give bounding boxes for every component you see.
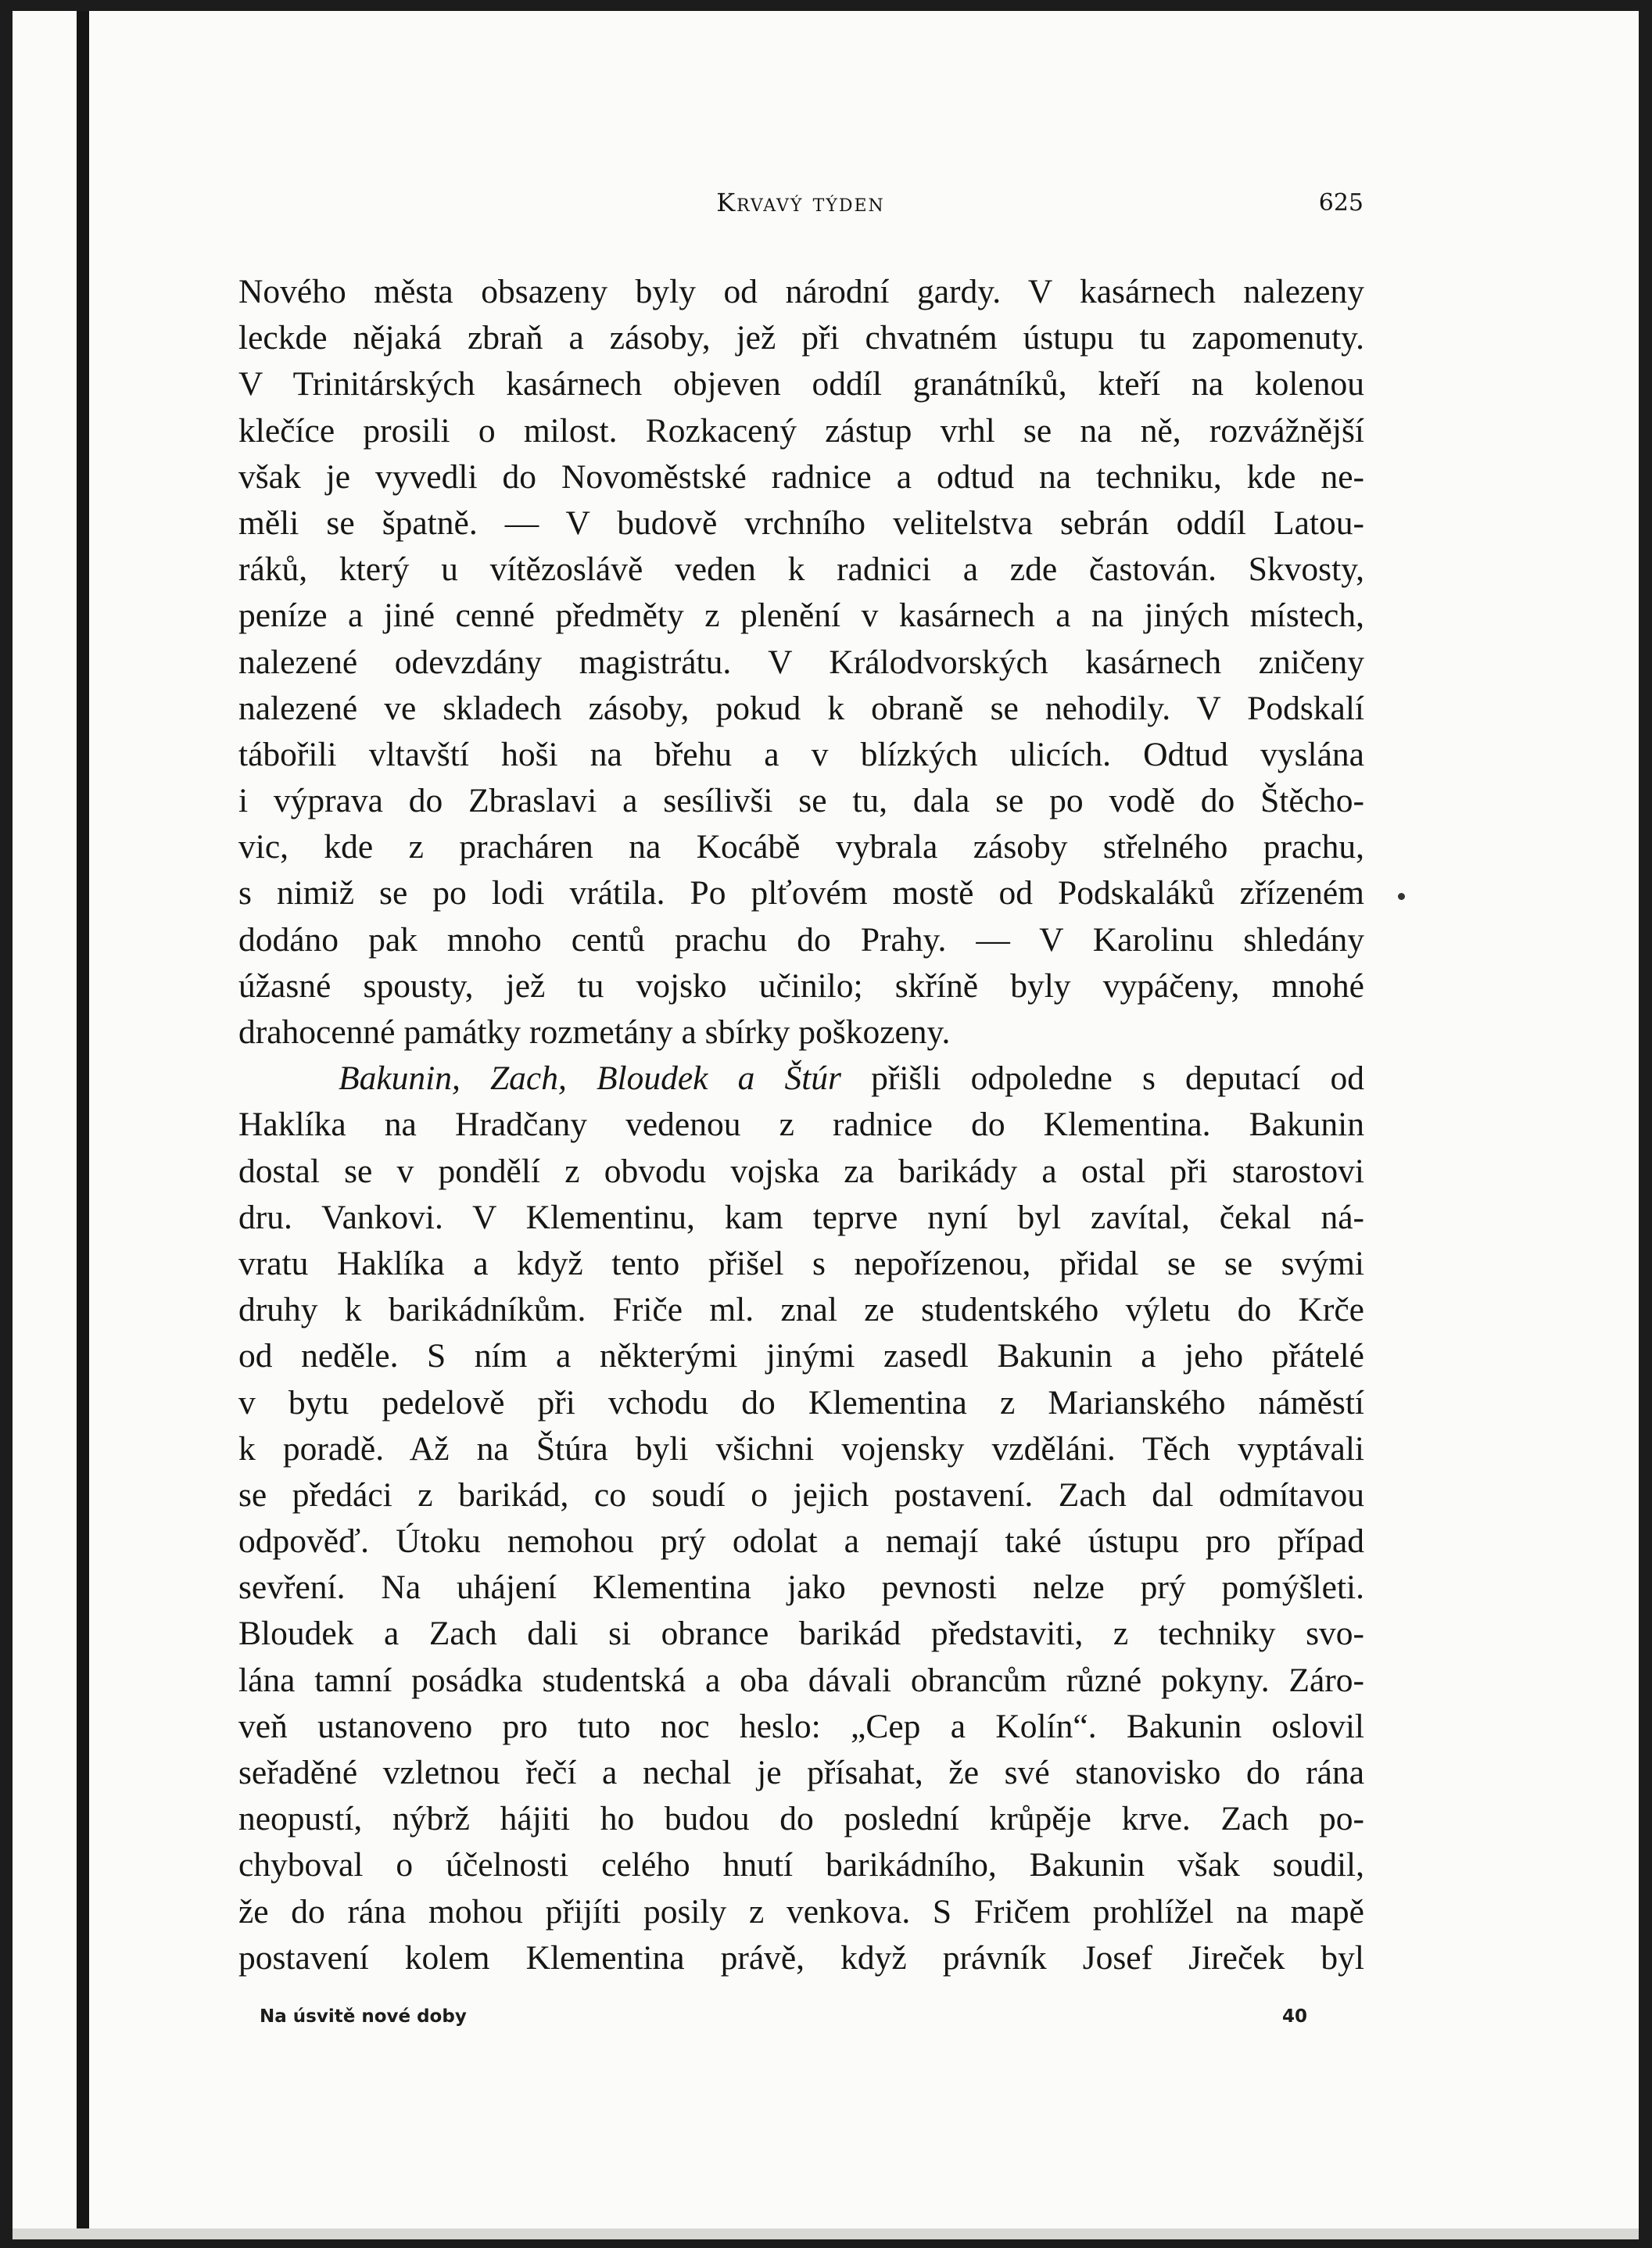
text-line: ráků, který u vítězoslávě veden k radnici a zde častován. Skvosty, bbox=[238, 550, 1364, 589]
text-line: sevření. Na uhájení Klementina jako pevnosti nelze prý pomýšleti. bbox=[238, 1569, 1364, 1607]
text-line: odpověď. Útoku nemohou prý odolat a nemají také ústupu pro případ bbox=[238, 1522, 1364, 1561]
text-line: nalezené odevzdány magistrátu. V Králodvorských kasárnech zničeny bbox=[238, 643, 1364, 681]
text-line: peníze a jiné cenné předměty z plenění v kasárnech a na jiných místech, bbox=[238, 597, 1364, 635]
text-line: Bloudek a Zach dali si obrance barikád představiti, z techniky svo- bbox=[238, 1615, 1364, 1653]
text-line: veň ustanoveno pro tuto noc heslo: „Cep a Kolín“. Bakunin oslovil bbox=[238, 1707, 1364, 1745]
text-line: Nového města obsazeny byly od národní gardy. V kasárnech nalezeny bbox=[238, 273, 1364, 310]
text-line: k poradě. Až na Štúra byli všichni vojensky vzděláni. Těch vyptávali bbox=[238, 1429, 1364, 1468]
text-line: v bytu pedelově při vchodu do Klementina z Marianského náměstí bbox=[238, 1383, 1364, 1422]
page-bottom-edge bbox=[13, 2228, 1639, 2239]
margin-mark bbox=[1398, 893, 1405, 900]
text-line: úžasné spousty, jež tu vojsko učinilo; skříně byly vypáčeny, mnohé bbox=[238, 966, 1364, 1005]
text-line: měli se špatně. — V budově vrchního velitelstva sebrán oddíl Latou- bbox=[238, 504, 1364, 542]
text-line: od neděle. S ním a některými jinými zasedl Bakunin a jeho přátelé bbox=[238, 1337, 1364, 1375]
italic-names: Bakunin, Zach, Bloudek a Štúr bbox=[339, 1059, 841, 1098]
text-line: však je vyvedli do Novoměstské radnice a odtud na techniku, kde ne- bbox=[238, 457, 1364, 496]
text-line: leckde nějaká zbraň a zásoby, jež při chvatném ústupu tu zapomenuty. bbox=[238, 319, 1364, 357]
text-line: lána tamní posádka studentská a oba dávali obrancům různé pokyny. Záro- bbox=[238, 1661, 1364, 1699]
text-line: Haklíka na Hradčany vedenou z radnice do Klementina. Bakunin bbox=[238, 1106, 1364, 1144]
body-text bbox=[238, 269, 1364, 1981]
text-line: dostal se v pondělí z obvodu vojska za barikády a ostal při starostovi bbox=[238, 1152, 1364, 1190]
sheet-number: 40 bbox=[1281, 2006, 1307, 2027]
signature-mark: Na úsvitě nové doby bbox=[260, 2006, 467, 2027]
text-line: se předáci z barikád, co soudí o jejich postavení. Zach dal odmítavou bbox=[238, 1475, 1364, 1514]
paragraph-end-line: drahocenné památky rozmetány a sbírky poškozeny. bbox=[238, 1013, 951, 1051]
book-page bbox=[13, 11, 1639, 2239]
text-line: vratu Haklíka a když tento přišel s nepořízenou, přidal se se svými bbox=[238, 1244, 1364, 1282]
footer bbox=[260, 2006, 1307, 2035]
text-line: že do rána mohou přijíti posily z venkova. S Fričem prohlížel na mapě bbox=[238, 1892, 1364, 1931]
text-line: neopustí, nýbrž hájiti ho budou do poslední krůpěje krve. Zach po- bbox=[238, 1800, 1364, 1838]
text-line: postavení kolem Klementina právě, když právník Josef Jireček byl bbox=[238, 1938, 1364, 1977]
line-rest: přišli odpoledne s deputací od bbox=[840, 1059, 1364, 1098]
text-line: dodáno pak mnoho centů prachu do Prahy. — V Karolinu shledány bbox=[238, 920, 1364, 959]
text-line: s nimiž se po lodi vrátila. Po plťovém mostě od Podskaláků zřízeném bbox=[238, 874, 1364, 912]
running-title: Krvavý týden bbox=[716, 188, 885, 217]
page-number: 625 bbox=[1318, 189, 1364, 217]
text-line: seřaděné vzletnou řečí a nechal je přísahat, že své stanovisko do rána bbox=[238, 1754, 1364, 1791]
text-line: dru. Vankovi. V Klementinu, kam teprve nyní byl zavítal, čekal ná- bbox=[238, 1198, 1364, 1236]
paragraph-start-line bbox=[238, 1056, 1364, 1102]
book-spine-edge bbox=[77, 11, 89, 2239]
text-line: chyboval o účelnosti celého hnutí barikádního, Bakunin však soudil, bbox=[238, 1846, 1364, 1884]
text-line: vic, kde z pracháren na Kocábě vybrala zásoby střelného prachu, bbox=[238, 828, 1364, 866]
text-line: V Trinitárských kasárnech objeven oddíl granátníků, kteří na kolenou bbox=[238, 365, 1364, 403]
text-line: tábořili vltavští hoši na břehu a v blízkých ulicích. Odtud vyslána bbox=[238, 735, 1364, 773]
text-line: i výprava do Zbraslavi a sesílivši se tu, dala se po vodě do Štěcho- bbox=[238, 782, 1364, 820]
text-line: druhy k barikádníkům. Friče ml. znal ze studentského výletu do Krče bbox=[238, 1291, 1364, 1329]
text-line: nalezené ve skladech zásoby, pokud k obraně se nehodily. V Podskalí bbox=[238, 689, 1364, 727]
running-head bbox=[238, 188, 1364, 230]
text-line: klečíce prosili o milost. Rozkacený zástup vrhl se na ně, rozvážnější bbox=[238, 411, 1364, 450]
